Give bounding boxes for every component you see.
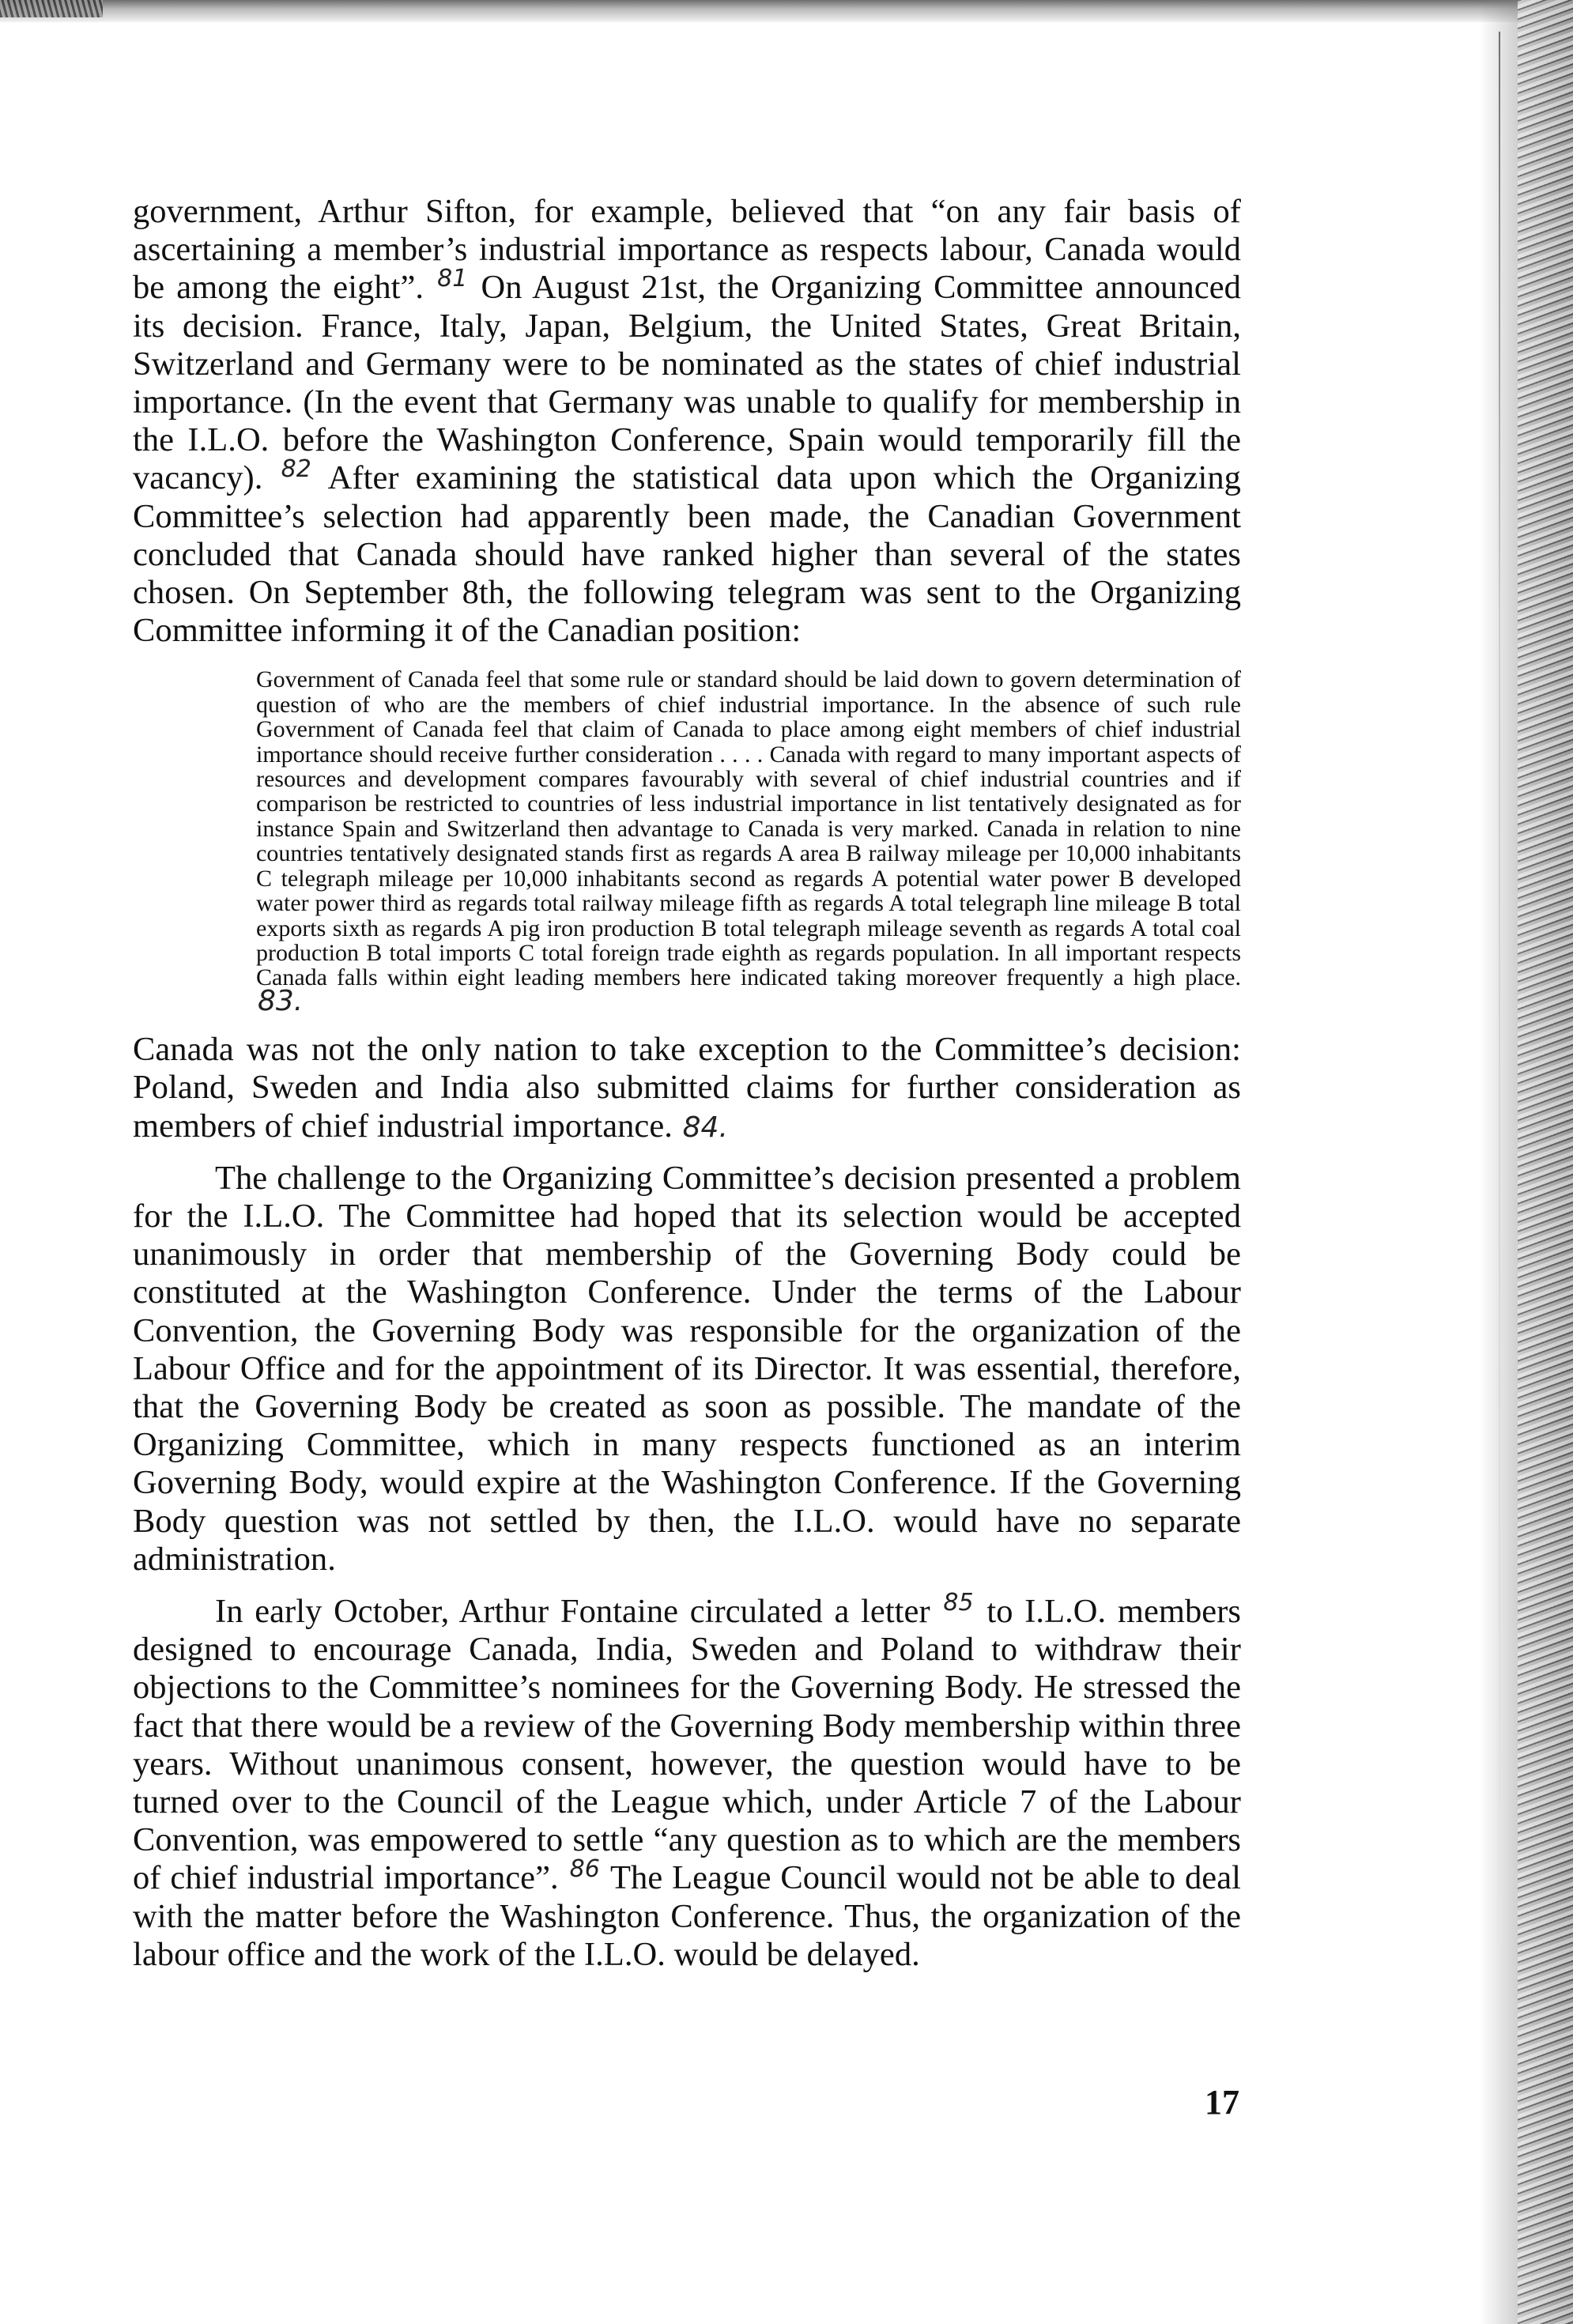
footnote-marker-86: 86 (569, 1855, 600, 1884)
paragraph-1-part-a: government, Arthur Sifton, for example, believed that “on any fair basis of ascertaining a member’s industrial importance as respects labour, Canada would be among the eight”. (133, 193, 1241, 307)
paragraph-1-part-c: After examining the statistical data upon which the Organizing Committee’s selection had apparently been made, the Canadian Government concluded that Canada should have ranked higher than several of the states chosen. On September 8th, the following telegram was sent to the Organizing Committee informing it of the Canadian position: (133, 459, 1241, 650)
scan-top-edge (0, 0, 1573, 22)
paragraph-4-part-b: to I.L.O. members designed to encourage Canada, India, Sweden and Poland to withdraw their objections to the Committee’s nominees for the Governing Body. He stressed the fact that there would be a review of the Governing Body membership within three years. Without unanimous consent, however, the question would have to be turned over to the Council of the League which, under Article 7 of the Labour Convention, was empowered to settle “any question as to which are the members of chief industrial importance”. (133, 1592, 1241, 1897)
paragraph-4-part-c: The League Council would not be able to deal with the matter before the Washington Conference. Thus, the organization of the labour office and the work of the I.L.O. would be delayed. (133, 1859, 1241, 1973)
paragraph-4 (133, 1588, 1241, 1974)
footnote-marker-83: 83. (258, 984, 304, 1017)
paragraph-2 (133, 1031, 1241, 1145)
footnote-marker-82: 82 (281, 455, 311, 484)
paragraph-1 (133, 193, 1241, 650)
footnote-marker-84: 84. (682, 1111, 728, 1144)
page-number: 17 (1205, 2083, 1239, 2122)
paragraph-4-part-a: In early October, Arthur Fontaine circulated a letter (215, 1592, 930, 1630)
page-fold-line (1499, 32, 1500, 1960)
paragraph-3 (133, 1160, 1241, 1579)
scan-smudge (0, 0, 103, 17)
paragraph-3-text: The challenge to the Organizing Committee’s decision presented a problem for the I.L.O. The Committee had hoped that its selection would be accepted unanimously in order that membership of the Governing Body could be constituted at the Washington Conference. Under the terms of the Labour Convention, the Governing Body was responsible for the organization of the Labour Office and for the appointment of its Director. It was essential, therefore, that the Governing Body be created as soon as possible. The mandate of the Organizing Committee, which in many respects functioned as an interim Governing Body, would expire at the Washington Conference. If the Governing Body question was not settled by then, the I.L.O. would have no separate administration. (133, 1159, 1241, 1578)
telegram-text: Government of Canada feel that some rule or standard should be laid down to govern determination of question of who are the members of chief industrial importance. In the absence of such rule Government of Canada feel that claim of Canada to place among eight members of chief industrial importance should receive further consideration . . . . Canada with regard to many important aspects of resources and development compares favourably with several of chief industrial countries and if comparison be restricted to countries of less industrial importance in list tentatively designated as for instance Spain and Switzerland then advantage to Canada is very marked. Canada in relation to nine countries tentatively designated stands first as regards A area B railway mileage per 10,000 inhabitants C telegraph mileage per 10,000 inhabitants second as regards A potential water power B developed water power third as regards total railway mileage fifth as regards A total telegraph line mileage B total exports sixth as regards A pig iron production B total telegraph mileage seventh as regards A total coal production B total imports C total foreign trade eighth as regards population. In all important respects Canada falls within eight leading members here indicated taking moreover frequently a high place. (256, 666, 1241, 991)
paragraph-1-part-b: On August 21st, the Organizing Committee announced its decision. France, Italy, Japan, Belgium, the United States, Great Britain, Switzerland and Germany were to be nominated as the states of chief industrial importance. (In the event that Germany was unable to qualify for membership in the I.L.O. before the Washington Conference, Spain would temporarily fill the vacancy). (133, 269, 1241, 497)
telegram-quote (256, 667, 1241, 1015)
footnote-marker-81: 81 (437, 265, 468, 293)
page-body (133, 193, 1241, 1974)
scan-right-edge (1518, 0, 1573, 2324)
footnote-marker-85: 85 (943, 1588, 974, 1617)
paragraph-2-text: Canada was not the only nation to take exception to the Committee’s decision: Poland, Sweden and India also submitted claims for further consideration as members of chief industrial importance. (133, 1031, 1241, 1145)
